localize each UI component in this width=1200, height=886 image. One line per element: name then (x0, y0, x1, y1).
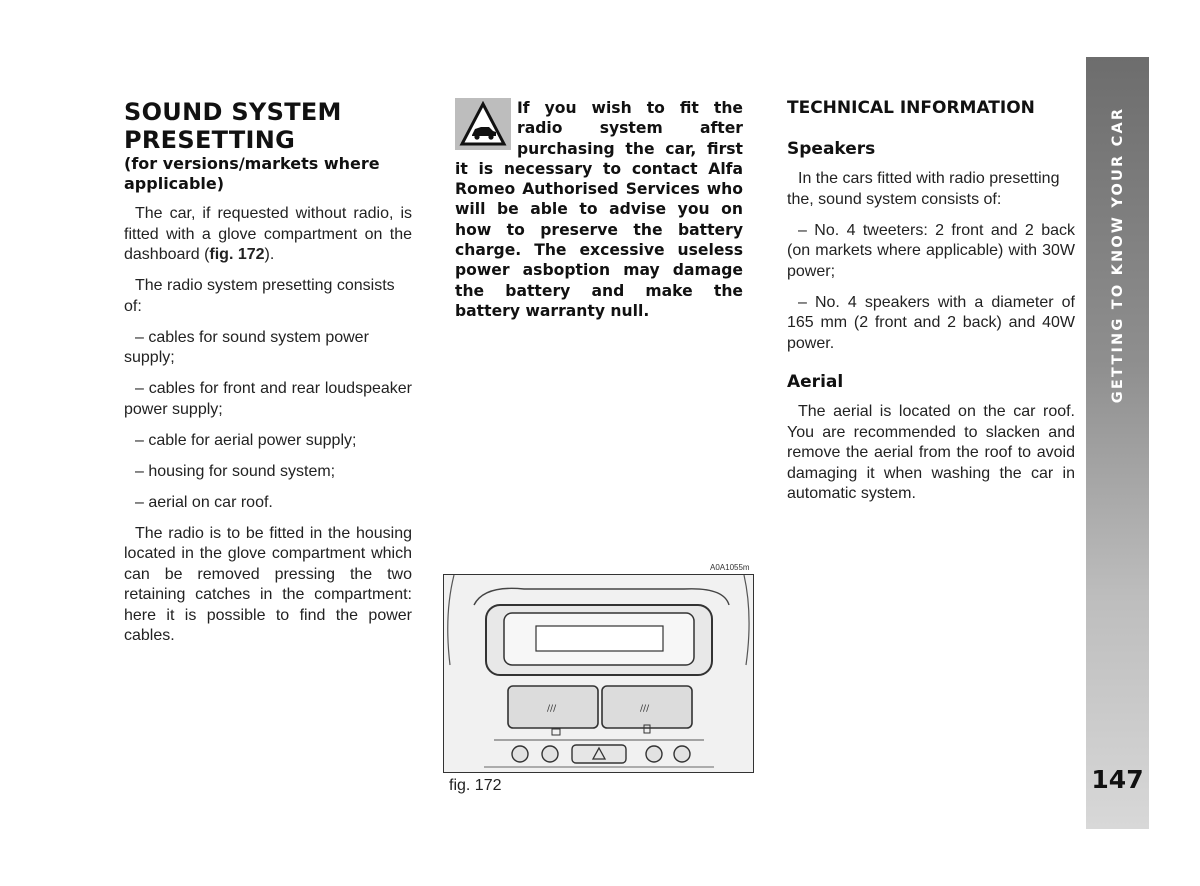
fitting-paragraph: The radio is to be fitted in the housing located in the glove compartment which can be removed pressing the two retaining catches in the compartment: here it is possible to find the power cables. (124, 524, 412, 644)
section-title (124, 98, 412, 154)
right-column (787, 98, 1075, 515)
warning-triangle-car-icon (455, 98, 511, 150)
figure-code: A0A1055m (710, 563, 750, 572)
svg-text:///: /// (640, 704, 650, 714)
presetting-intro: The radio system presetting consists of: (124, 277, 395, 315)
figure-caption: fig. 172 (449, 777, 502, 794)
intro-text-end: ). (264, 246, 275, 263)
intro-text: The car, if requested without radio, is fitted with a glove compartment on the dashboard ( (124, 205, 412, 263)
list-item: – housing for sound system; (135, 462, 336, 480)
middle-column (455, 98, 743, 321)
left-column (124, 98, 412, 657)
svg-text:///: /// (547, 704, 557, 714)
intro-paragraph (124, 204, 412, 266)
list-item: – cables for sound system power supply; (124, 328, 369, 366)
list-item: – cable for aerial power supply; (135, 431, 357, 449)
list-item: – aerial on car roof. (135, 493, 273, 511)
speakers-item: – No. 4 speakers with a diameter of 165 mm (2 front and 2 back) and 40W power. (787, 293, 1075, 352)
dashboard-figure (443, 574, 754, 773)
dashboard-illustration (444, 575, 753, 772)
aerial-heading: Aerial (787, 372, 844, 392)
figure-reference: fig. 172 (209, 246, 265, 263)
chapter-tab-label (1086, 57, 1149, 452)
aerial-paragraph: The aerial is located on the car roof. You are recommended to slacken and remove the aerial from the roof to avoid damaging it when washing the car in automatic system. (787, 403, 1075, 502)
title-line-1: SOUND SYSTEM (124, 98, 342, 126)
warning-box (455, 98, 743, 321)
tweeters-item: – No. 4 tweeters: 2 front and 2 back (on markets where applicable) with 30W power; (787, 221, 1075, 280)
section-subtitle: (for versions/markets where applicable) (124, 154, 380, 193)
technical-info-heading: TECHNICAL INFORMATION (787, 98, 1035, 118)
speakers-intro: In the cars fitted with radio presetting the, sound system consists of: (787, 170, 1060, 208)
list-item: – cables for front and rear loudspeaker power supply; (124, 380, 412, 418)
speakers-heading: Speakers (787, 139, 876, 159)
page-number: 147 (1091, 765, 1144, 794)
chapter-title: GETTING TO KNOW YOUR CAR (1109, 106, 1126, 403)
title-line-2: PRESETTING (124, 126, 296, 154)
warning-text: If you wish to fit the radio system after purchasing the car, first it is necessary to contact Alfa Romeo Authorised Services who will be able to advise you on how to preserve the battery charge. The excessive useless power asboption may damage the battery and make the battery warranty null. (455, 99, 743, 320)
